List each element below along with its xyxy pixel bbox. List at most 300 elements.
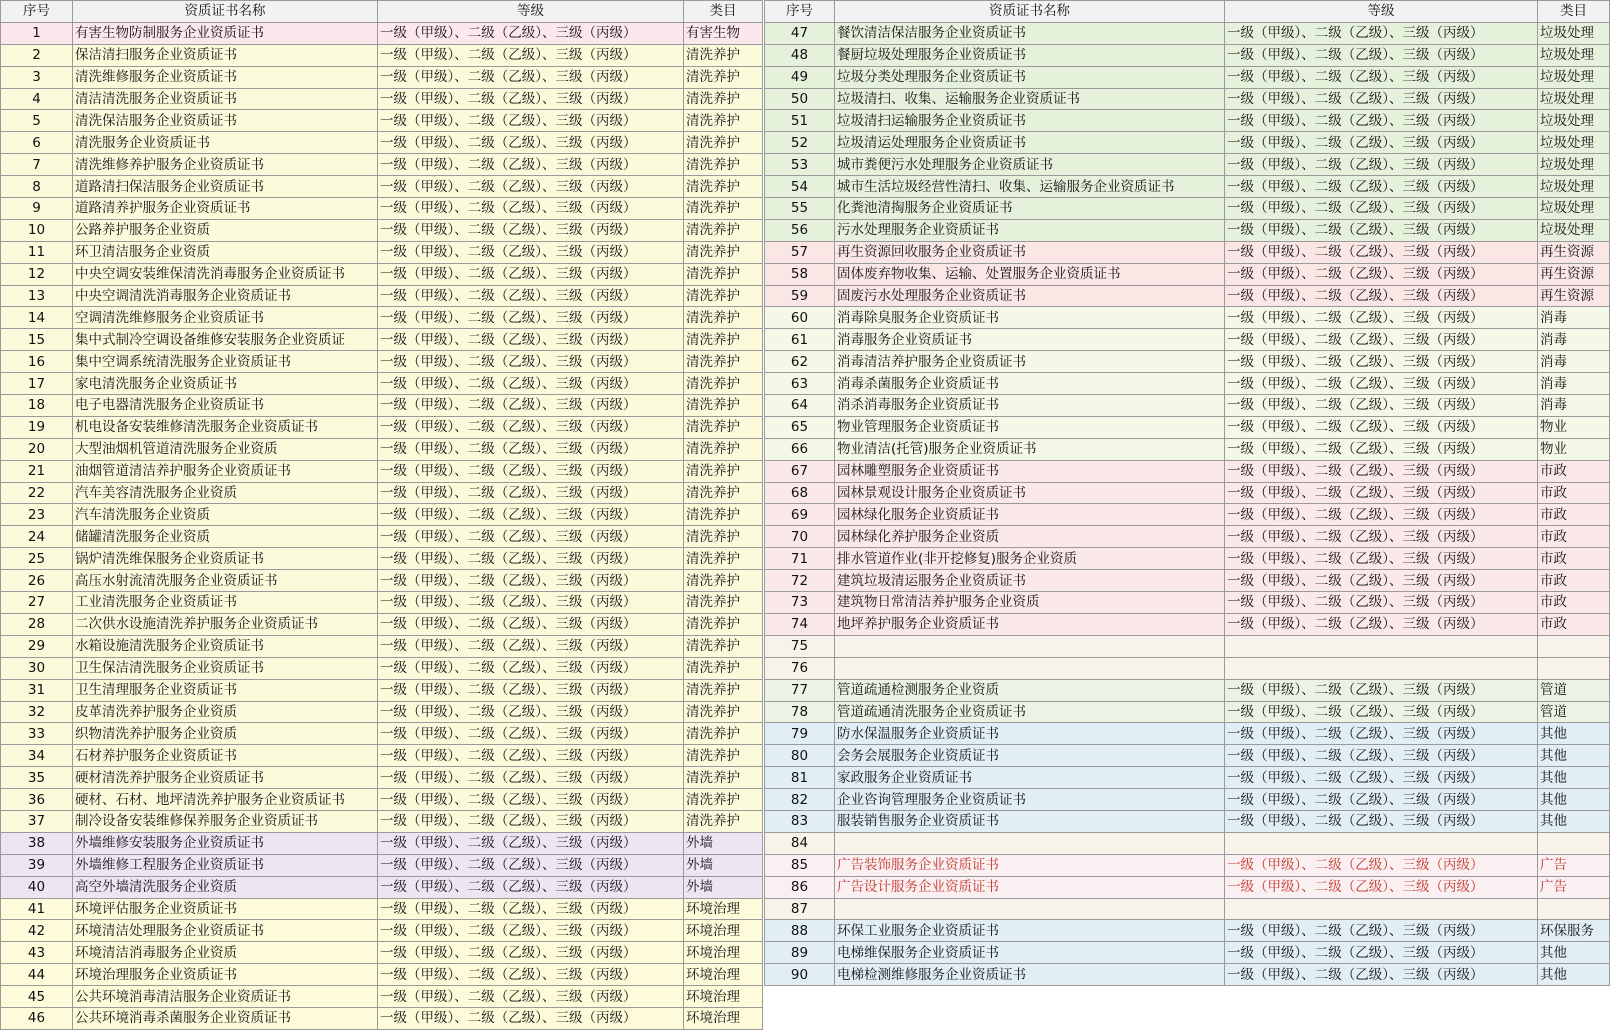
left-table-body <box>1 22 763 1029</box>
grade: 一级（甲级）、二级（乙级）、三级（丙级） <box>378 767 684 789</box>
row-number: 35 <box>1 767 73 789</box>
row-number: 3 <box>1 66 73 88</box>
table-row <box>1 416 763 438</box>
category: 清洗养护 <box>684 438 763 460</box>
category: 市政 <box>1538 548 1610 570</box>
certificate-name: 地坪养护服务企业资质证书 <box>835 613 1225 635</box>
row-number: 84 <box>765 832 835 854</box>
grade <box>1225 832 1538 854</box>
table-row <box>1 679 763 701</box>
category: 清洗养护 <box>684 789 763 811</box>
table-row <box>1 767 763 789</box>
row-number: 4 <box>1 88 73 110</box>
grade: 一级（甲级）、二级（乙级）、三级（丙级） <box>378 395 684 417</box>
grade: 一级（甲级）、二级（乙级）、三级（丙级） <box>1225 789 1538 811</box>
category: 广告 <box>1538 876 1610 898</box>
table-row <box>765 416 1610 438</box>
row-number: 57 <box>765 241 835 263</box>
row-number: 56 <box>765 219 835 241</box>
grade: 一级（甲级）、二级（乙级）、三级（丙级） <box>378 920 684 942</box>
certificate-name: 公共环境消毒杀菌服务企业资质证书 <box>73 1007 378 1029</box>
grade: 一级（甲级）、二级（乙级）、三级（丙级） <box>1225 767 1538 789</box>
certificate-name: 建筑物日常清洁养护服务企业资质 <box>835 592 1225 614</box>
table-row <box>765 548 1610 570</box>
certificate-name: 环保工业服务企业资质证书 <box>835 920 1225 942</box>
certificate-name: 电梯维保服务企业资质证书 <box>835 942 1225 964</box>
row-number: 83 <box>765 810 835 832</box>
grade: 一级（甲级）、二级（乙级）、三级（丙级） <box>378 44 684 66</box>
certificate-name: 电子电器清洗服务企业资质证书 <box>73 395 378 417</box>
header-row <box>765 1 1610 23</box>
certificate-name: 消毒杀菌服务企业资质证书 <box>835 373 1225 395</box>
table-row <box>765 657 1610 679</box>
certificate-name: 排水管道作业(非开挖修复)服务企业资质 <box>835 548 1225 570</box>
certificate-name: 锅炉清洗维保服务企业资质证书 <box>73 548 378 570</box>
category: 有害生物 <box>684 22 763 44</box>
table-row <box>765 920 1610 942</box>
grade: 一级（甲级）、二级（乙级）、三级（丙级） <box>378 132 684 154</box>
certificate-name: 消毒清洁养护服务企业资质证书 <box>835 351 1225 373</box>
certificate-name: 织物清洗养护服务企业资质 <box>73 723 378 745</box>
certificate-name: 物业清洁(托管)服务企业资质证书 <box>835 438 1225 460</box>
table-row <box>1 592 763 614</box>
grade: 一级（甲级）、二级（乙级）、三级（丙级） <box>378 504 684 526</box>
grade: 一级（甲级）、二级（乙级）、三级（丙级） <box>1225 198 1538 220</box>
category: 管道 <box>1538 679 1610 701</box>
grade: 一级（甲级）、二级（乙级）、三级（丙级） <box>1225 460 1538 482</box>
row-number: 1 <box>1 22 73 44</box>
category: 垃圾处理 <box>1538 22 1610 44</box>
grade: 一级（甲级）、二级（乙级）、三级（丙级） <box>378 241 684 263</box>
category: 清洗养护 <box>684 395 763 417</box>
row-number: 5 <box>1 110 73 132</box>
table-row <box>765 373 1610 395</box>
row-number: 18 <box>1 395 73 417</box>
category: 垃圾处理 <box>1538 176 1610 198</box>
grade: 一级（甲级）、二级（乙级）、三级（丙级） <box>1225 613 1538 635</box>
table-row <box>1 723 763 745</box>
grade: 一级（甲级）、二级（乙级）、三级（丙级） <box>1225 438 1538 460</box>
table-row <box>765 395 1610 417</box>
table-row <box>1 132 763 154</box>
category: 物业 <box>1538 416 1610 438</box>
certificate-name: 外墙维修安装服务企业资质证书 <box>73 832 378 854</box>
grade: 一级（甲级）、二级（乙级）、三级（丙级） <box>1225 176 1538 198</box>
certificate-name: 消毒除臭服务企业资质证书 <box>835 307 1225 329</box>
row-number: 16 <box>1 351 73 373</box>
row-number: 49 <box>765 66 835 88</box>
certificate-name: 汽车美容清洗服务企业资质 <box>73 482 378 504</box>
category: 垃圾处理 <box>1538 88 1610 110</box>
grade: 一级（甲级）、二级（乙级）、三级（丙级） <box>378 482 684 504</box>
table-row <box>1 154 763 176</box>
row-number: 87 <box>765 898 835 920</box>
certificate-name: 广告装饰服务企业资质证书 <box>835 854 1225 876</box>
category: 清洗养护 <box>684 416 763 438</box>
grade: 一级（甲级）、二级（乙级）、三级（丙级） <box>1225 701 1538 723</box>
category <box>1538 832 1610 854</box>
certificate-name: 化粪池清掏服务企业资质证书 <box>835 198 1225 220</box>
grade: 一级（甲级）、二级（乙级）、三级（丙级） <box>378 198 684 220</box>
row-number: 39 <box>1 854 73 876</box>
table-row <box>1 1007 763 1029</box>
table-row <box>765 88 1610 110</box>
table-row <box>1 263 763 285</box>
grade: 一级（甲级）、二级（乙级）、三级（丙级） <box>1225 548 1538 570</box>
grade: 一级（甲级）、二级（乙级）、三级（丙级） <box>378 110 684 132</box>
certificate-name: 物业管理服务企业资质证书 <box>835 416 1225 438</box>
table-row <box>1 986 763 1008</box>
row-number: 32 <box>1 701 73 723</box>
grade: 一级（甲级）、二级（乙级）、三级（丙级） <box>378 679 684 701</box>
row-number: 74 <box>765 613 835 635</box>
row-number: 54 <box>765 176 835 198</box>
row-number: 90 <box>765 964 835 986</box>
certificate-name: 园林雕塑服务企业资质证书 <box>835 460 1225 482</box>
row-number: 77 <box>765 679 835 701</box>
grade: 一级（甲级）、二级（乙级）、三级（丙级） <box>1225 66 1538 88</box>
certificate-name: 卫生清理服务企业资质证书 <box>73 679 378 701</box>
grade: 一级（甲级）、二级（乙级）、三级（丙级） <box>378 66 684 88</box>
grade: 一级（甲级）、二级（乙级）、三级（丙级） <box>378 657 684 679</box>
row-number: 51 <box>765 110 835 132</box>
grade: 一级（甲级）、二级（乙级）、三级（丙级） <box>1225 395 1538 417</box>
category: 清洗养护 <box>684 219 763 241</box>
category: 再生资源 <box>1538 285 1610 307</box>
grade: 一级（甲级）、二级（乙级）、三级（丙级） <box>1225 110 1538 132</box>
grade: 一级（甲级）、二级（乙级）、三级（丙级） <box>378 789 684 811</box>
category: 其他 <box>1538 810 1610 832</box>
certificate-name: 城市粪便污水处理服务企业资质证书 <box>835 154 1225 176</box>
certificate-name: 道路清扫保洁服务企业资质证书 <box>73 176 378 198</box>
category: 清洗养护 <box>684 66 763 88</box>
grade: 一级（甲级）、二级（乙级）、三级（丙级） <box>378 810 684 832</box>
certificate-name: 园林景观设计服务企业资质证书 <box>835 482 1225 504</box>
table-row <box>765 942 1610 964</box>
row-number: 79 <box>765 723 835 745</box>
grade <box>1225 657 1538 679</box>
grade: 一级（甲级）、二级（乙级）、三级（丙级） <box>378 219 684 241</box>
certificate-name: 电梯检测维修服务企业资质证书 <box>835 964 1225 986</box>
row-number: 68 <box>765 482 835 504</box>
category: 垃圾处理 <box>1538 66 1610 88</box>
certificate-name: 制冷设备安装维修保养服务企业资质证书 <box>73 810 378 832</box>
table-row <box>1 66 763 88</box>
certificate-name: 清洁清洗服务企业资质证书 <box>73 88 378 110</box>
certificate-name <box>835 635 1225 657</box>
row-number: 47 <box>765 22 835 44</box>
row-number: 22 <box>1 482 73 504</box>
grade: 一级（甲级）、二级（乙级）、三级（丙级） <box>378 570 684 592</box>
row-number: 25 <box>1 548 73 570</box>
table-row <box>1 832 763 854</box>
category: 消毒 <box>1538 329 1610 351</box>
table-row <box>765 44 1610 66</box>
grade: 一级（甲级）、二级（乙级）、三级（丙级） <box>378 351 684 373</box>
grade: 一级（甲级）、二级（乙级）、三级（丙级） <box>378 592 684 614</box>
category: 清洗养护 <box>684 263 763 285</box>
category: 其他 <box>1538 942 1610 964</box>
right-table-body <box>765 22 1610 985</box>
certificate-name: 环境评估服务企业资质证书 <box>73 898 378 920</box>
certificate-name: 污水处理服务企业资质证书 <box>835 219 1225 241</box>
table-row <box>1 329 763 351</box>
grade: 一级（甲级）、二级（乙级）、三级（丙级） <box>378 986 684 1008</box>
table-row <box>765 482 1610 504</box>
certificate-name: 家电清洗服务企业资质证书 <box>73 373 378 395</box>
category: 清洗养护 <box>684 570 763 592</box>
row-number: 8 <box>1 176 73 198</box>
grade: 一级（甲级）、二级（乙级）、三级（丙级） <box>1225 504 1538 526</box>
row-number: 23 <box>1 504 73 526</box>
table-row <box>1 964 763 986</box>
table-row <box>765 110 1610 132</box>
table-row <box>765 613 1610 635</box>
certificate-name: 固体废弃物收集、运输、处置服务企业资质证书 <box>835 263 1225 285</box>
grade: 一级（甲级）、二级（乙级）、三级（丙级） <box>378 548 684 570</box>
grade: 一级（甲级）、二级（乙级）、三级（丙级） <box>378 1007 684 1029</box>
row-number: 44 <box>1 964 73 986</box>
table-row <box>1 701 763 723</box>
category: 垃圾处理 <box>1538 44 1610 66</box>
grade: 一级（甲级）、二级（乙级）、三级（丙级） <box>1225 745 1538 767</box>
table-row <box>1 942 763 964</box>
certificate-name: 清洗服务企业资质证书 <box>73 132 378 154</box>
row-number: 69 <box>765 504 835 526</box>
certificate-name: 道路清养护服务企业资质证书 <box>73 198 378 220</box>
table-row <box>765 460 1610 482</box>
certificate-name: 中央空调安装维保清洗消毒服务企业资质证书 <box>73 263 378 285</box>
table-row <box>1 657 763 679</box>
grade: 一级（甲级）、二级（乙级）、三级（丙级） <box>1225 329 1538 351</box>
row-number: 17 <box>1 373 73 395</box>
row-number: 7 <box>1 154 73 176</box>
row-number: 30 <box>1 657 73 679</box>
certificate-name: 外墙维修工程服务企业资质证书 <box>73 854 378 876</box>
category: 垃圾处理 <box>1538 219 1610 241</box>
table-row <box>765 526 1610 548</box>
category: 环保服务 <box>1538 920 1610 942</box>
category: 市政 <box>1538 504 1610 526</box>
row-number: 58 <box>765 263 835 285</box>
category: 清洗养护 <box>684 88 763 110</box>
row-number: 24 <box>1 526 73 548</box>
grade: 一级（甲级）、二级（乙级）、三级（丙级） <box>378 832 684 854</box>
row-number: 59 <box>765 285 835 307</box>
table-row <box>765 351 1610 373</box>
certificate-name: 硬材、石材、地坪清洗养护服务企业资质证书 <box>73 789 378 811</box>
right-table <box>764 0 1610 986</box>
grade: 一级（甲级）、二级（乙级）、三级（丙级） <box>378 176 684 198</box>
grade: 一级（甲级）、二级（乙级）、三级（丙级） <box>378 460 684 482</box>
certificate-name: 城市生活垃圾经营性清扫、收集、运输服务企业资质证书 <box>835 176 1225 198</box>
table-row <box>1 613 763 635</box>
row-number: 80 <box>765 745 835 767</box>
table-row <box>765 723 1610 745</box>
grade: 一级（甲级）、二级（乙级）、三级（丙级） <box>1225 44 1538 66</box>
row-number: 67 <box>765 460 835 482</box>
grade: 一级（甲级）、二级（乙级）、三级（丙级） <box>1225 22 1538 44</box>
table-row <box>765 285 1610 307</box>
certificate-name: 空调清洗维修服务企业资质证书 <box>73 307 378 329</box>
category: 垃圾处理 <box>1538 198 1610 220</box>
certificate-name: 有害生物防制服务企业资质证书 <box>73 22 378 44</box>
row-number: 26 <box>1 570 73 592</box>
table-row <box>765 438 1610 460</box>
row-number: 46 <box>1 1007 73 1029</box>
certificate-name: 消毒服务企业资质证书 <box>835 329 1225 351</box>
row-number: 89 <box>765 942 835 964</box>
category: 市政 <box>1538 460 1610 482</box>
table-row <box>765 198 1610 220</box>
category: 市政 <box>1538 482 1610 504</box>
certificate-name: 清洗保洁服务企业资质证书 <box>73 110 378 132</box>
certificate-name: 环境清洁处理服务企业资质证书 <box>73 920 378 942</box>
category: 环境治理 <box>684 964 763 986</box>
header-no: 序号 <box>1 1 73 23</box>
category: 外墙 <box>684 832 763 854</box>
row-number: 38 <box>1 832 73 854</box>
certificate-name: 服装销售服务企业资质证书 <box>835 810 1225 832</box>
grade: 一级（甲级）、二级（乙级）、三级（丙级） <box>1225 285 1538 307</box>
row-number: 15 <box>1 329 73 351</box>
table-row <box>765 810 1610 832</box>
grade: 一级（甲级）、二级（乙级）、三级（丙级） <box>1225 920 1538 942</box>
certificate-name: 公共环境消毒清洁服务企业资质证书 <box>73 986 378 1008</box>
certificate-name: 高空外墙清洗服务企业资质 <box>73 876 378 898</box>
grade: 一级（甲级）、二级（乙级）、三级（丙级） <box>378 438 684 460</box>
row-number: 12 <box>1 263 73 285</box>
row-number: 45 <box>1 986 73 1008</box>
certificate-name: 垃圾清运处理服务企业资质证书 <box>835 132 1225 154</box>
table-row <box>765 964 1610 986</box>
category: 清洗养护 <box>684 592 763 614</box>
table-row <box>1 876 763 898</box>
table-row <box>1 351 763 373</box>
row-number: 85 <box>765 854 835 876</box>
category: 清洗养护 <box>684 701 763 723</box>
category: 清洗养护 <box>684 460 763 482</box>
grade: 一级（甲级）、二级（乙级）、三级（丙级） <box>1225 351 1538 373</box>
certificate-name: 集中空调系统清洗服务企业资质证书 <box>73 351 378 373</box>
row-number: 14 <box>1 307 73 329</box>
grade: 一级（甲级）、二级（乙级）、三级（丙级） <box>1225 154 1538 176</box>
row-number: 41 <box>1 898 73 920</box>
table-row <box>1 745 763 767</box>
table-row <box>765 854 1610 876</box>
row-number: 88 <box>765 920 835 942</box>
table-row <box>765 679 1610 701</box>
category: 清洗养护 <box>684 504 763 526</box>
grade: 一级（甲级）、二级（乙级）、三级（丙级） <box>1225 810 1538 832</box>
category: 其他 <box>1538 964 1610 986</box>
grade: 一级（甲级）、二级（乙级）、三级（丙级） <box>1225 88 1538 110</box>
row-number: 70 <box>765 526 835 548</box>
certificate-name: 卫生保洁清洗服务企业资质证书 <box>73 657 378 679</box>
table-row <box>1 22 763 44</box>
grade: 一级（甲级）、二级（乙级）、三级（丙级） <box>378 263 684 285</box>
category: 市政 <box>1538 570 1610 592</box>
left-table <box>0 0 763 1030</box>
table-row <box>1 373 763 395</box>
table-row <box>765 329 1610 351</box>
table-row <box>765 132 1610 154</box>
category: 垃圾处理 <box>1538 132 1610 154</box>
category: 消毒 <box>1538 373 1610 395</box>
table-row <box>1 482 763 504</box>
row-number: 82 <box>765 789 835 811</box>
category: 管道 <box>1538 701 1610 723</box>
certificate-name: 环境清洁消毒服务企业资质 <box>73 942 378 964</box>
row-number: 62 <box>765 351 835 373</box>
category: 清洗养护 <box>684 657 763 679</box>
row-number: 71 <box>765 548 835 570</box>
certificate-name: 储罐清洗服务企业资质 <box>73 526 378 548</box>
certificate-name <box>835 657 1225 679</box>
grade: 一级（甲级）、二级（乙级）、三级（丙级） <box>378 701 684 723</box>
grade: 一级（甲级）、二级（乙级）、三级（丙级） <box>1225 592 1538 614</box>
table-row <box>765 504 1610 526</box>
row-number: 6 <box>1 132 73 154</box>
row-number: 31 <box>1 679 73 701</box>
table-row <box>1 307 763 329</box>
row-number: 43 <box>1 942 73 964</box>
grade: 一级（甲级）、二级（乙级）、三级（丙级） <box>1225 482 1538 504</box>
category: 其他 <box>1538 789 1610 811</box>
category: 清洗养护 <box>684 154 763 176</box>
certificate-name <box>835 832 1225 854</box>
category: 清洗养护 <box>684 110 763 132</box>
grade: 一级（甲级）、二级（乙级）、三级（丙级） <box>378 88 684 110</box>
row-number: 86 <box>765 876 835 898</box>
category: 环境治理 <box>684 898 763 920</box>
category: 清洗养护 <box>684 44 763 66</box>
grade: 一级（甲级）、二级（乙级）、三级（丙级） <box>1225 526 1538 548</box>
certificate-name: 管道疏通检测服务企业资质 <box>835 679 1225 701</box>
grade: 一级（甲级）、二级（乙级）、三级（丙级） <box>1225 679 1538 701</box>
category: 环境治理 <box>684 920 763 942</box>
category: 物业 <box>1538 438 1610 460</box>
grade <box>1225 898 1538 920</box>
certificate-name: 管道疏通清洗服务企业资质证书 <box>835 701 1225 723</box>
certificate-name: 清洗维修养护服务企业资质证书 <box>73 154 378 176</box>
table-row <box>765 154 1610 176</box>
table-row <box>765 789 1610 811</box>
certificate-name: 公路养护服务企业资质 <box>73 219 378 241</box>
grade: 一级（甲级）、二级（乙级）、三级（丙级） <box>1225 964 1538 986</box>
row-number: 21 <box>1 460 73 482</box>
table-row <box>1 920 763 942</box>
grade: 一级（甲级）、二级（乙级）、三级（丙级） <box>1225 373 1538 395</box>
table-row <box>765 570 1610 592</box>
table-row <box>765 898 1610 920</box>
row-number: 55 <box>765 198 835 220</box>
category: 其他 <box>1538 745 1610 767</box>
table-row <box>765 832 1610 854</box>
table-row <box>1 570 763 592</box>
table-row <box>1 854 763 876</box>
grade: 一级（甲级）、二级（乙级）、三级（丙级） <box>378 416 684 438</box>
table-row <box>765 241 1610 263</box>
row-number: 20 <box>1 438 73 460</box>
grade: 一级（甲级）、二级（乙级）、三级（丙级） <box>378 942 684 964</box>
category: 环境治理 <box>684 1007 763 1029</box>
certificate-name: 中央空调清洗消毒服务企业资质证书 <box>73 285 378 307</box>
table-row <box>1 198 763 220</box>
certificate-name <box>835 898 1225 920</box>
header-row <box>1 1 763 23</box>
row-number: 64 <box>765 395 835 417</box>
